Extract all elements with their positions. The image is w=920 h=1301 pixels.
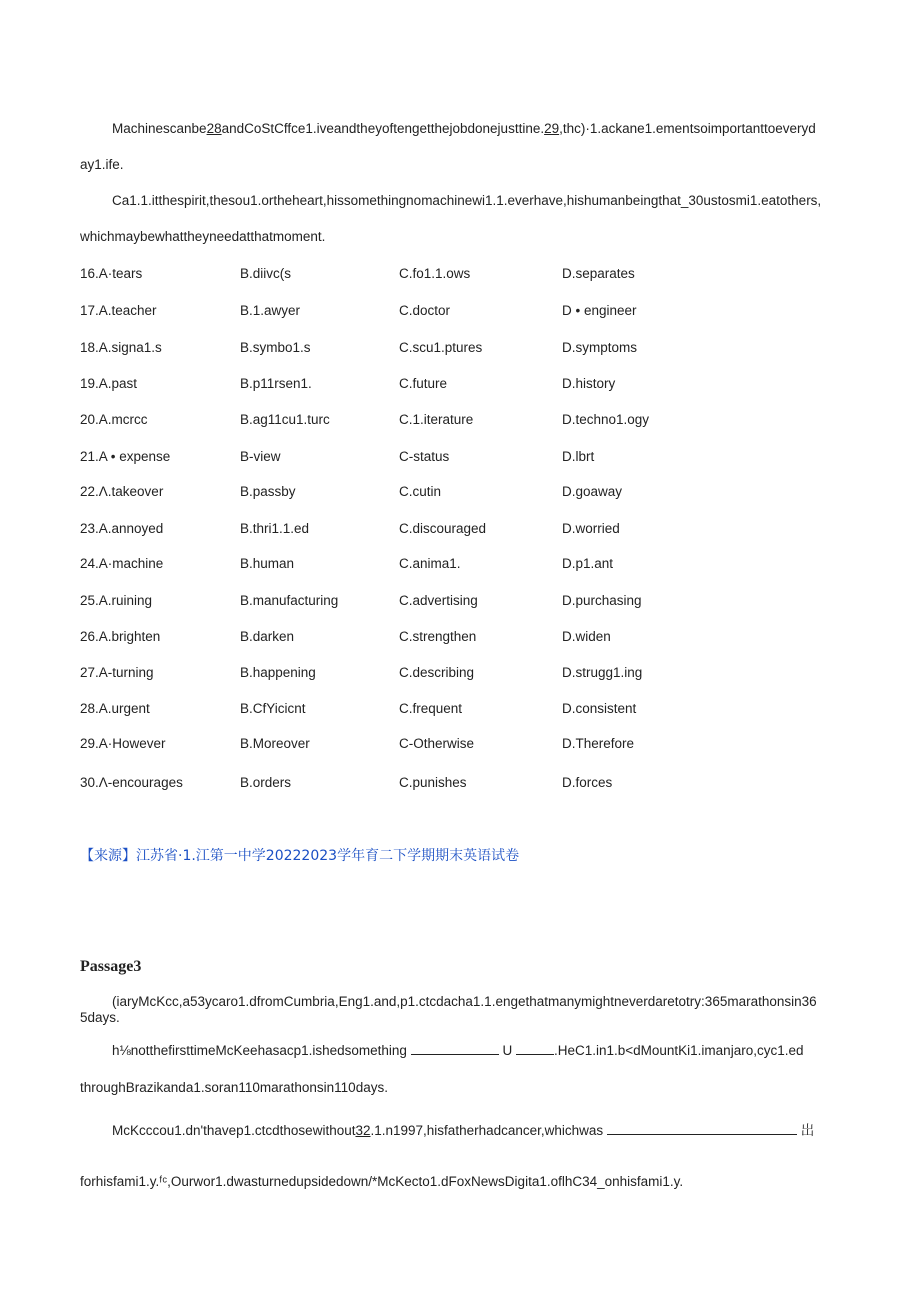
option-c: C.frequent [399, 701, 463, 716]
answer-blank [516, 1042, 554, 1055]
option-a: 17.A.teacher [80, 303, 157, 318]
option-b: B.thri1.1.ed [240, 521, 310, 536]
option-b: B.human [240, 556, 295, 571]
option-c: C.discouraged [399, 521, 487, 536]
text-segment: .1.n1997,hisfatherhadcancer,whichwas [370, 1123, 604, 1138]
option-c: C.scu1.ptures [399, 340, 483, 355]
option-a: 22.Λ.takeover [80, 484, 164, 499]
option-a: 19.A.past [80, 376, 138, 391]
question-row [80, 555, 840, 573]
option-a: 24.A·machine [80, 556, 164, 571]
option-a: 29.A·However [80, 736, 166, 751]
source-line: 【来源】江苏省·1.江第一中学20222023学年育二下学期期末英语试卷 [80, 848, 520, 864]
option-c: C.doctor [399, 303, 451, 318]
option-d: D.widen [562, 629, 611, 644]
option-d: D.purchasing [562, 593, 642, 608]
passage3-paragraph1-line1: (iaryMcKcc,a53ycaro1.dfromCumbria,Eng1.and,p1.ctcdacha1.1.engethatmanymightneverdaretotry:365marathonsin36 [112, 994, 817, 1009]
passage2-paragraph1-line2: ay1.ife. [80, 157, 124, 172]
question-row [80, 302, 840, 320]
question-row [80, 664, 840, 682]
blank-number-29: 29 [544, 121, 560, 136]
blank-number-28: 28 [206, 121, 222, 136]
option-d: D.forces [562, 775, 613, 790]
option-d: D.lbrt [562, 449, 595, 464]
question-row [80, 774, 840, 792]
option-c: C.fo1.1.ows [399, 266, 471, 281]
option-c: C.cutin [399, 484, 442, 499]
passage2-paragraph2-line1: Ca1.1.itthespirit,thesou1.ortheheart,hissomethingnomachinewi1.1.everhave,hishumanbeingthat_30ustosmi1.eatothers, [112, 193, 822, 208]
text-segment: 岀 [800, 1123, 815, 1138]
option-a: 20.A.mcrcc [80, 412, 148, 427]
text-segment: Machinescanbe [112, 121, 207, 136]
passage3-paragraph2-line1 [112, 1042, 803, 1060]
option-d: D.symptoms [562, 340, 638, 355]
text-segment: McKcccou1.dn'thavep1.ctcdthosewithout [112, 1123, 356, 1138]
option-b: B.symbo1.s [240, 340, 311, 355]
option-a: 21.A • expense [80, 449, 171, 464]
question-row [80, 592, 840, 610]
option-a: 28.A.urgent [80, 701, 150, 716]
option-b: B.CfYicicnt [240, 701, 306, 716]
text-segment: ,thc)·1.ackane1.ementsoimportanttoeveryd [559, 121, 816, 136]
option-b: B.happening [240, 665, 316, 680]
text-segment: h⅛notthefirsttimeMcKeehasacp1.ishedsomething [112, 1043, 407, 1058]
option-d: D.separates [562, 266, 635, 281]
option-b: B.manufacturing [240, 593, 339, 608]
option-d: D • engineer [562, 303, 637, 318]
option-a: 25.A.ruining [80, 593, 153, 608]
passage2-paragraph1-line1 [112, 120, 816, 138]
question-row [80, 339, 840, 357]
question-row [80, 628, 840, 646]
option-b: B.1.awyer [240, 303, 301, 318]
option-c: C.describing [399, 665, 475, 680]
option-d: D.Therefore [562, 736, 635, 751]
option-d: D.p1.ant [562, 556, 614, 571]
text-segment: .HeC1.in1.b<dMountKi1.imanjaro,cyc1.ed [553, 1043, 804, 1058]
option-a: 23.A.annoyed [80, 521, 164, 536]
option-b: B.passby [240, 484, 296, 499]
passage3-paragraph3-line1 [112, 1122, 814, 1140]
answer-blank [607, 1122, 797, 1135]
option-c: C.punishes [399, 775, 467, 790]
text-segment: andCoStCffce1.iveandtheyoftengetthejobdonejusttine. [221, 121, 545, 136]
question-row [80, 735, 840, 753]
option-c: C.future [399, 376, 448, 391]
option-b: B-view [240, 449, 281, 464]
question-row [80, 375, 840, 393]
option-d: D.history [562, 376, 616, 391]
question-row [80, 448, 840, 466]
option-c: C.advertising [399, 593, 478, 608]
question-row [80, 700, 840, 718]
option-b: B.orders [240, 775, 292, 790]
option-c: C.1.iterature [399, 412, 474, 427]
option-a: 16.A·tears [80, 266, 143, 281]
text-segment: U [502, 1043, 513, 1058]
passage3-heading: Passage3 [80, 958, 142, 975]
option-d: D.consistent [562, 701, 637, 716]
passage3-paragraph1-line2: 5days. [80, 1010, 120, 1025]
answer-blank [411, 1042, 499, 1055]
option-d: D.strugg1.ing [562, 665, 643, 680]
passage3-paragraph2-line2: throughBrazikanda1.soran110marathonsin110days. [80, 1080, 388, 1095]
option-b: B.ag11cu1.turc [240, 412, 330, 427]
option-d: D.goaway [562, 484, 623, 499]
option-c: C-status [399, 449, 450, 464]
option-b: B.darken [240, 629, 295, 644]
question-row [80, 411, 840, 429]
blank-number-32: 32 [355, 1123, 371, 1138]
option-b: B.p11rsen1. [240, 376, 312, 391]
option-d: D.techno1.ogy [562, 412, 650, 427]
option-c: C-Otherwise [399, 736, 475, 751]
passage2-paragraph2-line2: whichmaybewhattheyneedatthatmoment. [80, 229, 326, 244]
option-d: D.worried [562, 521, 620, 536]
passage3-paragraph3-line2: forhisfami1.y.ᶠᶜ,Ourwor1.dwasturnedupsidedown/*McKecto1.dFoxNewsDigita1.oflhC34_onhisfami1.y. [80, 1174, 684, 1189]
option-a: 18.A.signa1.s [80, 340, 162, 355]
option-a: 27.A-turning [80, 665, 154, 680]
option-c: C.strengthen [399, 629, 477, 644]
option-c: C.anima1. [399, 556, 461, 571]
question-row [80, 265, 840, 283]
question-row [80, 483, 840, 501]
option-a: 30.Λ-encourages [80, 775, 183, 790]
question-row [80, 520, 840, 538]
option-b: B.Moreover [240, 736, 310, 751]
option-b: B.diivc(s [240, 266, 292, 281]
option-a: 26.A.brighten [80, 629, 161, 644]
